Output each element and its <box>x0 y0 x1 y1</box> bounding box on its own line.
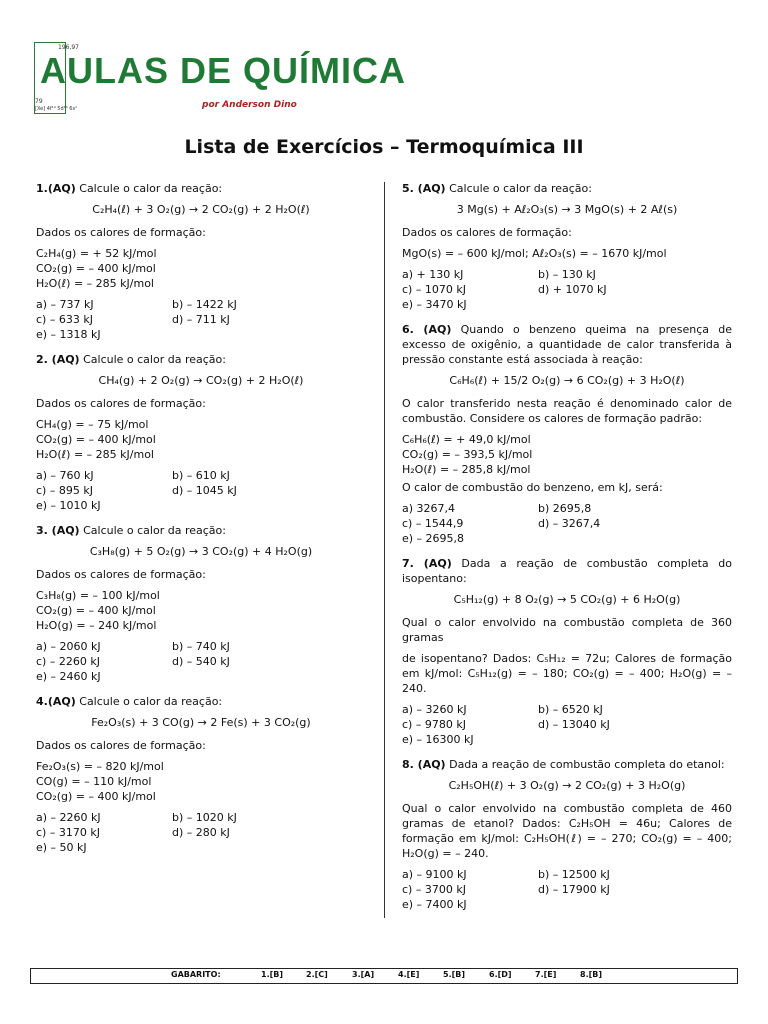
page-title: Lista de Exercícios – Termoquímica III <box>184 136 584 158</box>
left-column <box>36 178 366 865</box>
option-a: a) 3267,4 <box>402 502 456 515</box>
formation-heat: CO₂(g) = – 400 kJ/mol <box>36 262 156 275</box>
question-prompt: Calcule o calor da reação: <box>449 182 592 195</box>
question-prompt: Calcule o calor da reação: <box>83 353 226 366</box>
question-number: 7. (AQ) <box>402 557 452 570</box>
question-text: O calor de combustão do benzeno, em kJ, será: <box>402 481 663 494</box>
option-e: e) – 7400 kJ <box>402 898 467 911</box>
question-number: 8. (AQ) <box>402 758 446 771</box>
reaction-equation: Fe₂O₃(s) + 3 CO(g) → 2 Fe(s) + 3 CO₂(g) <box>91 716 311 729</box>
option-c: c) – 633 kJ <box>36 313 93 326</box>
option-c: c) – 3700 kJ <box>402 883 466 896</box>
formation-heat: MgO(s) = – 600 kJ/mol; Aℓ₂O₃(s) = – 1670 kJ/mol <box>402 247 667 260</box>
option-e: e) – 1318 kJ <box>36 328 101 341</box>
data-label: Dados os calores de formação: <box>36 739 206 752</box>
answer-key-item: 8.[B] <box>580 970 603 979</box>
option-c: c) – 1070 kJ <box>402 283 466 296</box>
question-1 <box>36 181 366 342</box>
option-e: e) – 2695,8 <box>402 532 465 545</box>
option-c: c) – 2260 kJ <box>36 655 100 668</box>
option-c: c) – 895 kJ <box>36 484 93 497</box>
question-5 <box>402 181 732 312</box>
data-label: Dados os calores de formação: <box>402 226 572 239</box>
question-number: 6. (AQ) <box>402 323 452 336</box>
option-e: e) – 3470 kJ <box>402 298 467 311</box>
data-label: Dados os calores de formação: <box>36 568 206 581</box>
question-text: Qual o calor envolvido na combustão completa de 460 gramas de etanol? Dados: C₂H₅OH = 46u; Calores de formação em kJ/mol: C₂H₅OH(ℓ) = – 270; CO₂(g) = – 400; H₂O(g) = – 240. <box>402 802 732 860</box>
data-label: O calor transferido nesta reação é denominado calor de combustão. Considere os calores de formação padrão: <box>402 397 732 425</box>
answer-key-item: 5.[B] <box>443 970 466 979</box>
data-text: de isopentano? Dados: C₅H₁₂ = 72u; Calores de formação em kJ/mol: C₅H₁₂(g) = – 180; CO₂(g) = – 400; H₂O(g) = – 240. <box>402 652 732 695</box>
reaction-equation: CH₄(g) + 2 O₂(g) → CO₂(g) + 2 H₂O(ℓ) <box>98 374 304 387</box>
logo-subtitle: por Anderson Dino <box>202 100 297 110</box>
option-d: d) – 13040 kJ <box>538 718 610 731</box>
option-e: e) – 16300 kJ <box>402 733 474 746</box>
option-d: d) + 1070 kJ <box>538 283 607 296</box>
question-prompt: Calcule o calor da reação: <box>83 524 226 537</box>
formation-heat: CO₂(g) = – 400 kJ/mol <box>36 604 156 617</box>
formation-heat: C₂H₄(g) = + 52 kJ/mol <box>36 247 157 260</box>
question-3 <box>36 523 366 684</box>
option-a: a) – 2260 kJ <box>36 811 101 824</box>
formation-heat: CO(g) = – 110 kJ/mol <box>36 775 152 788</box>
answer-options <box>36 639 366 684</box>
option-b: b) – 130 kJ <box>538 268 596 281</box>
option-a: a) – 737 kJ <box>36 298 94 311</box>
option-b: b) – 1422 kJ <box>172 298 237 311</box>
option-b: b) – 1020 kJ <box>172 811 237 824</box>
question-number: 1.(AQ) <box>36 182 76 195</box>
answer-options <box>402 702 732 747</box>
logo-electron-configuration: [Xe] 4f¹⁴ 5d¹⁰ 6s¹ <box>35 106 78 112</box>
answer-key-label: GABARITO: <box>171 970 221 979</box>
answer-key <box>30 968 738 984</box>
option-d: d) – 1045 kJ <box>172 484 237 497</box>
answer-options <box>402 867 732 912</box>
reaction-equation: 3 Mg(s) + Aℓ₂O₃(s) → 3 MgO(s) + 2 Aℓ(s) <box>456 203 678 216</box>
reaction-equation: C₂H₄(ℓ) + 3 O₂(g) → 2 CO₂(g) + 2 H₂O(ℓ) <box>92 203 310 216</box>
answer-options <box>402 501 732 546</box>
option-b: b) – 610 kJ <box>172 469 230 482</box>
formation-heat: H₂O(ℓ) = – 285 kJ/mol <box>36 277 154 290</box>
reaction-equation: C₂H₅OH(ℓ) + 3 O₂(g) → 2 CO₂(g) + 3 H₂O(g) <box>448 779 686 792</box>
option-c: c) – 1544,9 <box>402 517 464 530</box>
option-b: b) – 12500 kJ <box>538 868 610 881</box>
formation-heat: C₆H₆(ℓ) = + 49,0 kJ/mol <box>402 433 531 446</box>
question-number: 3. (AQ) <box>36 524 80 537</box>
reaction-equation: C₃H₈(g) + 5 O₂(g) → 3 CO₂(g) + 4 H₂O(g) <box>89 545 313 558</box>
formation-heat: H₂O(ℓ) = – 285 kJ/mol <box>36 448 154 461</box>
logo-atomic-number: 79 <box>35 98 43 105</box>
logo-title: AULAS DE QUÍMICA <box>40 50 406 91</box>
reaction-equation: C₅H₁₂(g) + 8 O₂(g) → 5 CO₂(g) + 6 H₂O(g) <box>453 593 681 606</box>
data-label: Dados os calores de formação: <box>36 397 206 410</box>
option-c: c) – 9780 kJ <box>402 718 466 731</box>
option-e: e) – 50 kJ <box>36 841 87 854</box>
answer-options <box>36 810 366 855</box>
question-4 <box>36 694 366 855</box>
question-number: 4.(AQ) <box>36 695 76 708</box>
formation-heat: H₂O(g) = – 240 kJ/mol <box>36 619 157 632</box>
option-e: e) – 1010 kJ <box>36 499 101 512</box>
formation-heat: C₃H₈(g) = – 100 kJ/mol <box>36 589 160 602</box>
option-a: a) – 3260 kJ <box>402 703 467 716</box>
question-text: Qual o calor envolvido na combustão completa de 360 gramas <box>402 616 732 644</box>
question-8 <box>402 757 732 912</box>
option-c: c) – 3170 kJ <box>36 826 100 839</box>
option-d: d) – 280 kJ <box>172 826 230 839</box>
formation-heat: CO₂(g) = – 400 kJ/mol <box>36 433 156 446</box>
option-b: b) – 740 kJ <box>172 640 230 653</box>
answer-options <box>402 267 732 312</box>
answer-key-item: 1.[B] <box>261 970 284 979</box>
option-d: d) – 17900 kJ <box>538 883 610 896</box>
answer-key-item: 3.[A] <box>352 970 375 979</box>
option-a: a) + 130 kJ <box>402 268 464 281</box>
question-6 <box>402 322 732 546</box>
option-e: e) – 2460 kJ <box>36 670 101 683</box>
logo <box>34 42 406 120</box>
right-column <box>402 178 732 922</box>
question-prompt: Calcule o calor da reação: <box>79 182 223 195</box>
reaction-equation: C₆H₆(ℓ) + 15/2 O₂(g) → 6 CO₂(g) + 3 H₂O(ℓ) <box>449 374 685 387</box>
formation-heat: H₂O(ℓ) = – 285,8 kJ/mol <box>402 463 531 476</box>
question-prompt: Quando o benzeno queima na presença de excesso de oxigênio, a quantidade de calor transferida à pressão constante está associada à reação: <box>402 323 732 366</box>
column-divider <box>384 182 385 918</box>
answer-key-item: 2.[C] <box>306 970 328 979</box>
option-a: a) – 9100 kJ <box>402 868 467 881</box>
question-7 <box>402 556 732 747</box>
logo-atomic-mass: 196,97 <box>58 44 79 51</box>
option-a: a) – 2060 kJ <box>36 640 101 653</box>
option-b: b) 2695,8 <box>538 502 592 515</box>
answer-options <box>36 468 366 513</box>
question-number: 5. (AQ) <box>402 182 446 195</box>
formation-heat: CO₂(g) = – 393,5 kJ/mol <box>402 448 533 461</box>
answer-options <box>36 297 366 342</box>
option-d: d) – 540 kJ <box>172 655 230 668</box>
data-label: Dados os calores de formação: <box>36 226 206 239</box>
formation-heat: CH₄(g) = – 75 kJ/mol <box>36 418 149 431</box>
answer-key-item: 4.[E] <box>398 970 420 979</box>
question-number: 2. (AQ) <box>36 353 80 366</box>
formation-heat: Fe₂O₃(s) = – 820 kJ/mol <box>36 760 164 773</box>
option-a: a) – 760 kJ <box>36 469 94 482</box>
option-d: d) – 711 kJ <box>172 313 230 326</box>
answer-key-item: 7.[E] <box>535 970 557 979</box>
formation-heat: CO₂(g) = – 400 kJ/mol <box>36 790 156 803</box>
answer-key-item: 6.[D] <box>489 970 512 979</box>
option-d: d) – 3267,4 <box>538 517 601 530</box>
question-prompt: Dada a reação de combustão completa do etanol: <box>449 758 725 771</box>
question-2 <box>36 352 366 513</box>
option-b: b) – 6520 kJ <box>538 703 603 716</box>
question-prompt: Calcule o calor da reação: <box>79 695 223 708</box>
question-prompt: Dada a reação de combustão completa do isopentano: <box>402 557 732 585</box>
